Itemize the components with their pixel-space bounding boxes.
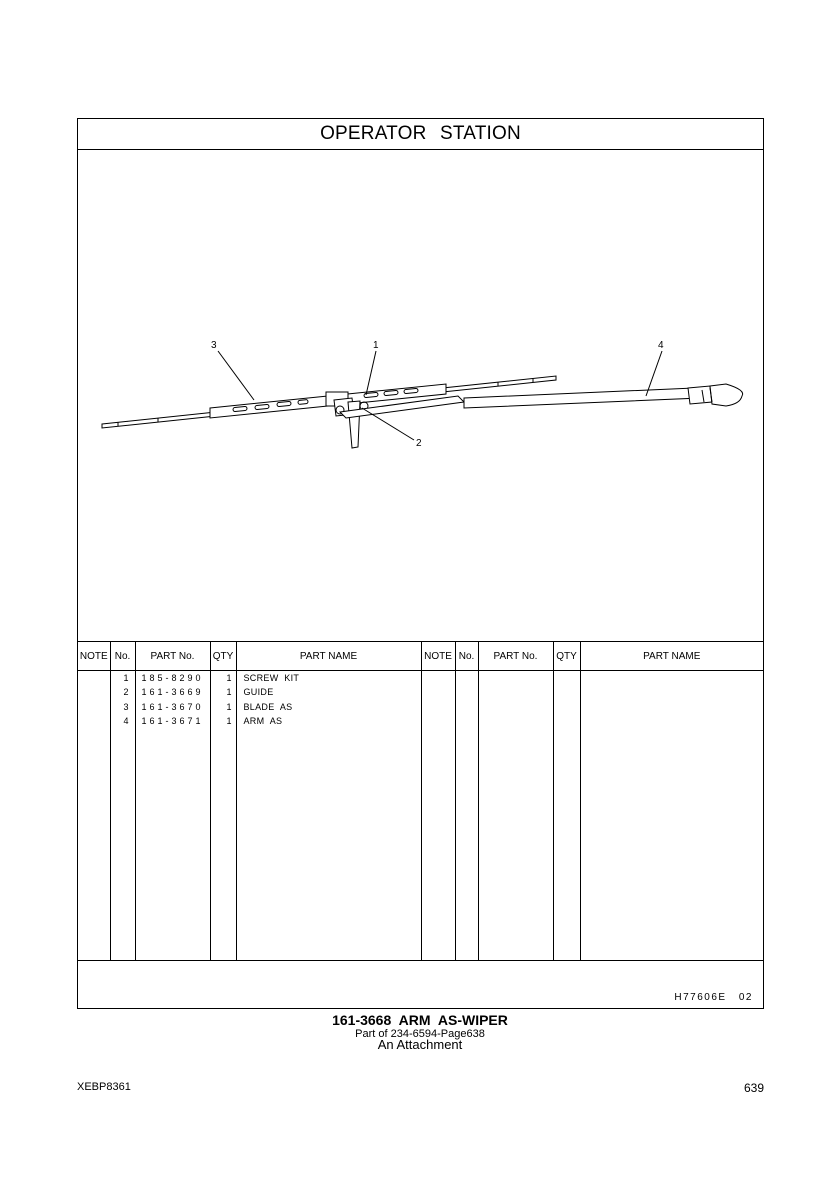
section-title: OPERATOR STATION <box>78 119 763 150</box>
part-number: 161-3671 <box>141 716 204 727</box>
parts-page-frame <box>77 118 764 1009</box>
part-number-column <box>135 671 210 961</box>
part-number: 161-3669 <box>141 687 204 698</box>
parent-reference: Part of 234-6594-Page638 <box>355 1028 485 1040</box>
header-part-name-right: PART NAME <box>580 642 763 671</box>
assembly-title: 161-3668 ARM AS-WIPER <box>332 1012 508 1028</box>
header-note: NOTE <box>78 642 110 671</box>
exploded-view-illustration <box>78 150 763 641</box>
quantity-column-right <box>553 671 580 961</box>
item-number-column-right <box>455 671 478 961</box>
part-number-column-right <box>478 671 553 961</box>
item-number: 4 <box>123 716 129 727</box>
callout-1: 1 <box>373 340 379 351</box>
note-column <box>78 671 110 961</box>
header-qty-right: QTY <box>553 642 580 671</box>
item-number-column <box>110 671 135 961</box>
wiper-arm-diagram <box>78 150 763 641</box>
callout-4: 4 <box>658 340 664 351</box>
callout-2: 2 <box>416 438 422 449</box>
part-number: 161-3670 <box>141 701 204 712</box>
table-header-row <box>78 642 763 671</box>
part-number: 185-8290 <box>141 673 204 683</box>
item-number: 2 <box>123 687 129 698</box>
quantity: 1 <box>226 687 232 698</box>
item-number: 3 <box>123 701 129 712</box>
attachment-label: An Attachment <box>377 1037 463 1052</box>
part-name: GUIDE <box>243 687 274 698</box>
quantity: 1 <box>226 716 232 727</box>
document-id: XEBP8361 <box>77 1081 131 1093</box>
illustration-code: H77606E 02 <box>674 992 753 1003</box>
quantity: 1 <box>226 701 232 712</box>
part-name-column-right <box>580 671 763 961</box>
quantity: 1 <box>226 673 232 683</box>
header-part-name: PART NAME <box>236 642 421 671</box>
quantity-column <box>210 671 236 961</box>
header-no: No. <box>110 642 135 671</box>
header-part-no-right: PART No. <box>478 642 553 671</box>
table-body <box>78 671 763 961</box>
part-name: SCREW KIT <box>243 673 300 683</box>
parts-list-table <box>78 641 763 961</box>
note-column-right <box>421 671 455 961</box>
header-part-no: PART No. <box>135 642 210 671</box>
header-no-right: No. <box>455 642 478 671</box>
page-number: 639 <box>743 1081 764 1095</box>
item-number: 1 <box>123 673 129 683</box>
part-name: ARM AS <box>243 716 283 727</box>
callout-3: 3 <box>211 340 217 351</box>
guide-drawing <box>334 398 368 448</box>
header-note-right: NOTE <box>421 642 455 671</box>
header-qty: QTY <box>210 642 236 671</box>
part-name: BLADE AS <box>243 701 293 712</box>
part-name-column <box>236 671 421 961</box>
